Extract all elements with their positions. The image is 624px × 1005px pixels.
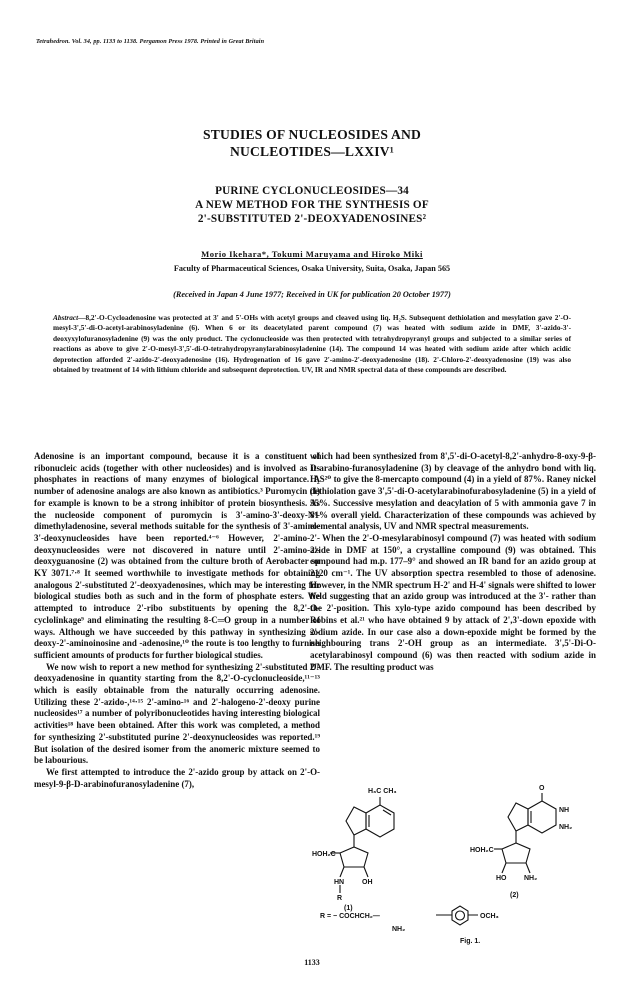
dimethyl-label: H₃C CH₃ [368,788,397,795]
right-paragraph-1: which had been synthesized from 8',5'-di-O-acetyl-8,2'-anhydro-8-oxy-9-β-D-arabino-furanosyladenine (3) by cleavage of the anhydro bond with liq. H₂S²⁰ to give the 8-mercapto compound (4) in a yield of 87%. Raney nickel dethiolation gave 3',5'-di-O-acetylarabinofurabosyladenine (5) in a yield of 55%. Successive mesylation and deacylation of 5 with ammonia gave 7 in 81% overall yield. Characterization of these compounds was achieved by elemental analysis, UV and NMR spectral measurements. [310,451,596,532]
left-paragraph-1: Adenosine is an important compound, because it is a constituent of ribonucleic acids (together with other nucleosides) and is involved as its phosphates in reactions of many enzymes of biological importance. A number of adenosine analogs are also known as antibiotics.³ Puromycin (1) for example is known to be a strong inhibitor of protein biosynthesis. As the nucleoside component of puromycin is 3'-amino-3'-deoxy-N⁶-dimethyladenosine, several methods suitable for the synthesis of 3'-amino-3'-deoxynucleosides have been reported.⁴⁻⁶ However, 2'-amino-2'-deoxynucleosides were not discovered in nature until 2'-amino-2'-deoxyguanosine (2) was obtained from the culture broth of Aerobacter sp KY 3071.⁷·⁸ It seemed worthwhile to investigate methods for obtaining analogous 2'-substituted 2'-deoxyadenosines, which may be interesting for biological studies both as such and in the form of phosphate esters. We attempted to introduce 2'-ribo substituents by opening the 8,2'-O-cyclolinkage⁹ and eliminating the resulting 8-C═O group in a number of ways. Although we have succeeded by this pathway in synthesizing 2'-deoxy-2'-aminoinosine and -adenosine,¹⁰ the route is too lengthy to furnish sufficient amounts of products for further biological studies. [34,451,320,660]
purine-double-bonds-2 [531,793,542,823]
compound-2-label: (2) [510,892,519,899]
purine-6-ring-1 [366,805,394,837]
left-paragraph-2: We now wish to report a new method for synthesizing 2'-substituted 2'-deoxyadenosine in quantity starting from the 8,2'-O-cyclonucleoside,¹¹⁻¹³ which is easily obtainable from the naturally occurring adenosine. Utilizing these 2'-azido-,¹⁴·¹⁵ 2'-amino-¹⁶ and 2'-halogeno-2'-deoxy purine nucleosides¹⁷ a number of polyribonucleotides having interesting biological activities¹⁸ have been obtained. After this work was completed, a method for synthesizing 2'-substituted purine 2'-deoxynucleosides was reported.¹⁹ But isolation of the desired isomer from the anomeric mixture seemed to be labourious. [34,661,320,766]
sugar-ring-1 [340,847,368,867]
ch2-label-1: HOH₂C [312,851,336,858]
figure-caption: Fig. 1. [460,938,481,945]
subtitle-line-2: A NEW METHOD FOR THE SYNTHESIS OF [195,199,429,211]
r-label: R [337,895,343,902]
structure-drawing [310,775,596,945]
received-dates: (Received in Japan 4 June 1977; Received in UK for publication 20 October 1977) [173,290,451,299]
abstract [53,313,571,375]
title-line-1: STUDIES OF NUCLEOSIDES AND [202,127,422,142]
hn-label: HN [334,879,345,886]
author-list: Morio Ikehara*, Tokumi Maruyama and Hiroko Miki [201,249,423,259]
subtitle-line-3: 2'-SUBSTITUTED 2'-DEOXYADENOSINES² [197,213,427,225]
title-line-2: NUCLEOTIDES—LXXIV¹ [229,144,395,159]
guanine-o-label: O [539,785,545,792]
body-column-left [34,451,320,790]
purine-5-ring-2 [508,803,528,831]
ch2-label-2: HOH₂C [470,847,494,854]
abstract-text: —8,2'-O-Cycloadenosine was protected at 3' and 5'-OHs with acetyl groups and cleaved using liq. H₂S. Subsequent dethiolation and mesylation gave 2'-O-mesyl-3',5'-di-O-acetyl-arabinosyladenine (6). When 6 or its deacetylated parent compound (7) was heated with sodium azide in DMF, 3'-azido-3'-deoxyxylofuranosyladenine (9) was the only product. The cyclonucleoside was then protected with tetrahydropyranyl groups and subjected to a similar series of reactions as above to give 2'-O-mesyl-3',5'-di-O-tetrahydropyranylarabinosyladenine (14). The compound 14 was heated with sodium azide after which acidic deprotection afforded 2'-azido-2'-deoxyadenosine (16). Hydrogenation of 16 gave 2'-amino-2'-deoxyadenosine (18). 2'-Chloro-2'-deoxyadenosine (19) was also obtained by treatment of 14 with lithium chloride and subsequent deprotection. UV, IR and NMR spectral data of these compounds are described. [53,313,571,375]
left-paragraph-3: We first attempted to introduce the 2'-azido group by attack on 2'-O-mesyl-9-β-D-arabinofuranosyladenine (7), [34,766,320,789]
purine-6-ring-2 [528,801,556,833]
compound-1-label: (1) [344,905,353,912]
sugar-substituents-2 [502,863,530,873]
body-column-right [310,451,596,673]
journal-running-head: Tetrahedron. Vol. 34, pp. 1133 to 1138. Pergamon Press 1978. Printed in Great Britain [36,38,265,45]
affiliation: Faculty of Pharmaceutical Sciences, Osaka University, Suita, Osaka, Japan 565 [173,264,451,273]
right-paragraph-2: When the 2'-O-mesylarabinosyl compound (7) was heated with sodium azide in DMF at 150°, a crystalline compound (9) was obtained. This compound had m.p. 177–9° and showed an IR band for an azido group at 2120 cm⁻¹. The UV absorption spectra resembled to those of adenosine. However, in the NMR spectrum H-2' and H-4' signals were shifted to lower field suggesting that an azido group was introduced at the 3'- rather than the 2'-position. This xylo-type azido compound has been described by Robins et al.²¹ who have obtained 9 by attack of 2',3'-down epoxide with sodium azide. In our case also a down-epoxide might be formed by the neighbouring trans 2'-OH group as an intermediate. 3',5'-Di-O-acetylarabinosyl compound (6) was then reacted with sodium azide in DMF. The resulting product was [310,532,596,672]
och3-label: OCH₃ [480,913,499,920]
purine-5-ring-1 [346,807,366,835]
purine-double-bonds-1 [369,810,391,827]
benzene-aromatic-circle [456,911,465,920]
sugar-ring-2 [502,843,530,863]
guanine-nh2-label: NH₂ [559,824,573,831]
article-subtitle [0,184,624,226]
subtitle-line-1: PURINE CYCLONUCLEOSIDES—34 [215,185,409,197]
page-number: 1133 [304,958,320,967]
r-nh2-label: NH₂ [392,926,406,933]
guanine-nh-label: NH [559,807,570,814]
sugar-substituents-1 [340,867,368,877]
abstract-label: Abstract [53,313,79,322]
article-title [0,126,624,160]
figure-1 [310,775,596,945]
ho-label: HO [496,875,507,882]
amino-label: NH₂ [524,875,538,882]
benzene-ring [452,906,468,925]
r-definition: R = − COCHCH₂— [320,913,380,920]
oh-label: OH [362,879,373,886]
